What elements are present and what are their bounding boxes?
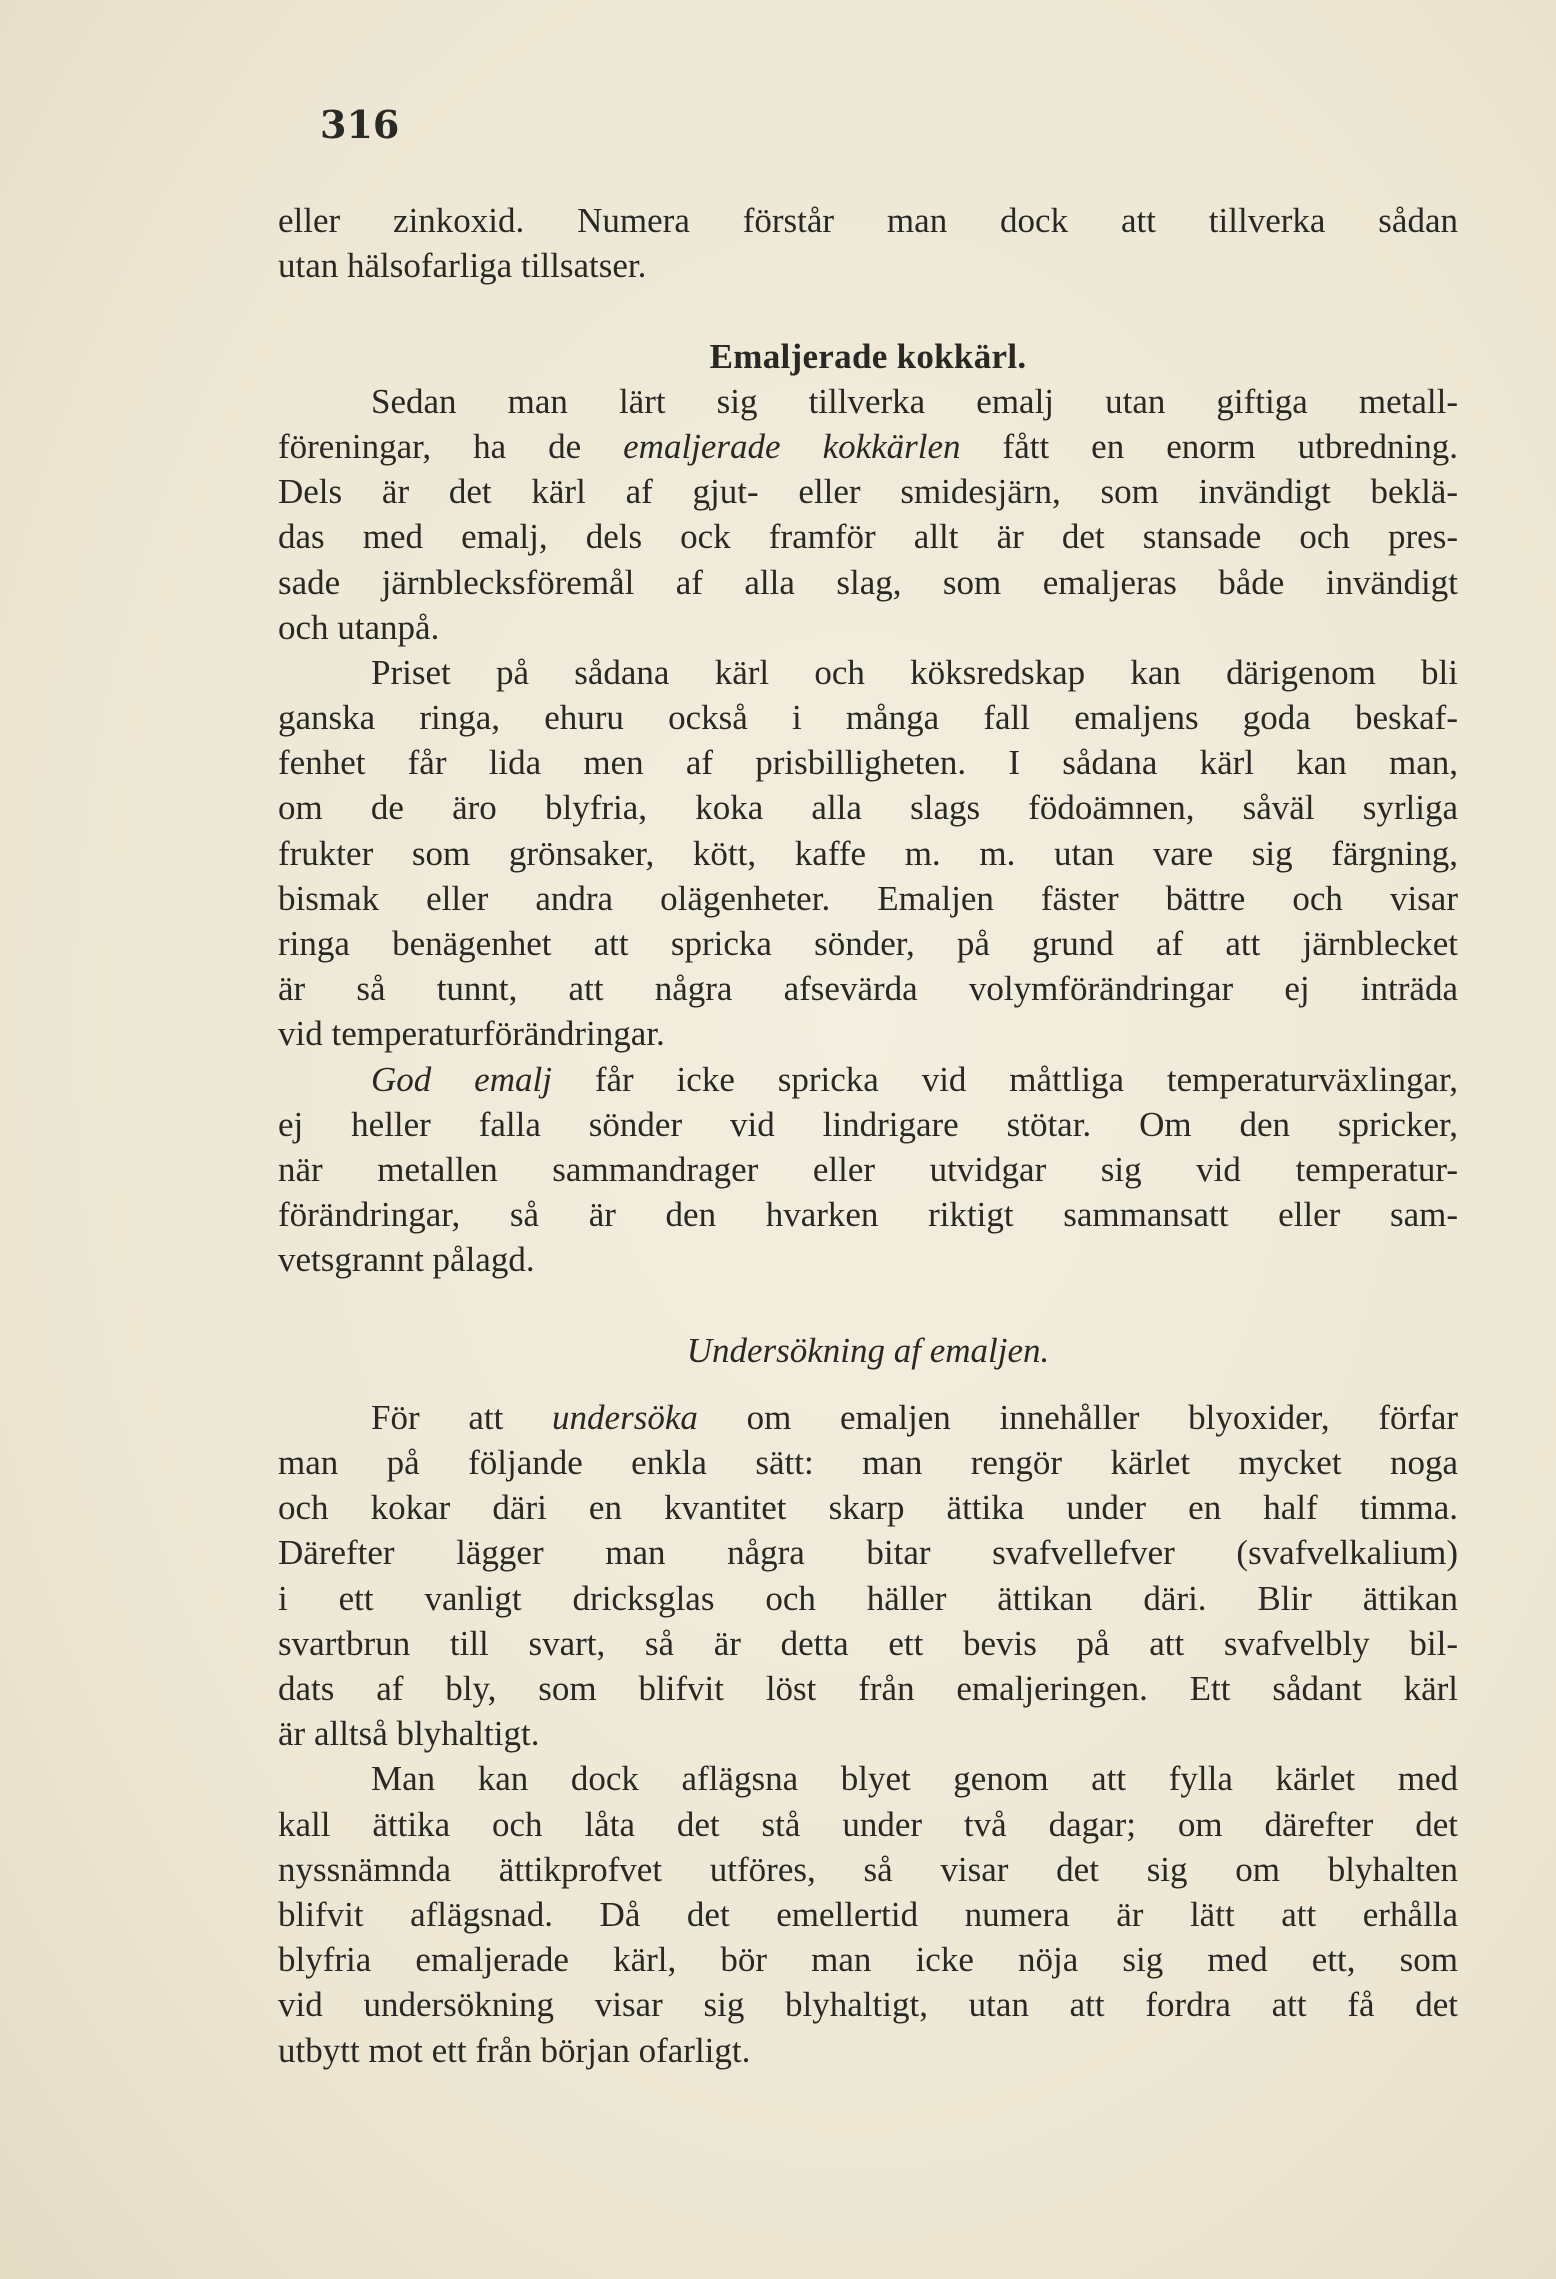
spacer	[278, 1283, 1458, 1328]
text-line: frukter som grönsaker, kött, kaffe m. m. utan vare sig färgning,	[278, 833, 1458, 873]
emphasis-text: God emalj	[371, 1059, 552, 1099]
text-line	[278, 1057, 1458, 1102]
emphasis-text: undersöka	[552, 1397, 698, 1437]
text-line: är så tunnt, att några afsevärda volymförändringar ej inträda	[278, 969, 1458, 1009]
text-line: och utanpå.	[278, 607, 440, 647]
text-line: das med emalj, dels ock framför allt är det stansade och pres-	[278, 517, 1458, 557]
text-segment: föreningar, ha de	[278, 426, 624, 466]
text-line: förändringar, så är den hvarken riktigt sammansatt eller sam-	[278, 1195, 1458, 1235]
text-line: ringa benägenhet att spricka sönder, på grund af att järnblecket	[278, 924, 1458, 963]
page-number: 316	[320, 102, 400, 147]
text-line: Dels är det kärl af gjut- eller smidesjärn, som invändigt beklä-	[278, 472, 1458, 512]
text-line: bismak eller andra olägenheter. Emaljen fäster bättre och visar	[278, 878, 1458, 918]
text-line	[278, 1395, 1458, 1440]
paragraph	[278, 1756, 1458, 2072]
spacer	[278, 288, 1458, 333]
text-line: utbytt mot ett från början ofarligt.	[278, 2030, 751, 2070]
paragraph-intro	[278, 198, 1458, 288]
section-heading-undersokning: Undersökning af emaljen.	[686, 1330, 1050, 1370]
text-line: sade järnblecksföremål af alla slag, som emaljeras både invändigt	[278, 562, 1458, 602]
paragraph	[278, 1395, 1458, 1757]
text-line: dats af bly, som blifvit löst från emaljeringen. Ett sådant kärl	[278, 1669, 1458, 1708]
paragraph	[278, 379, 1458, 650]
text-line: Sedan man lärt sig tillverka emalj utan giftiga metall-	[371, 381, 1458, 421]
text-line: svartbrun till svart, så är detta ett bevis på att svafvelbly bil-	[278, 1623, 1458, 1663]
spacer	[278, 1373, 1458, 1395]
paragraph	[278, 650, 1458, 1057]
text-segment: får icke spricka vid måttliga temperaturväxlingar,	[551, 1059, 1458, 1099]
text-segment: För att	[371, 1397, 553, 1437]
text-segment: om emaljen innehåller blyoxider, förfar	[697, 1397, 1458, 1437]
text-line	[278, 424, 1458, 469]
emphasis-text: emaljerade kokkärlen	[623, 426, 961, 466]
text-line: blyfria emaljerade kärl, bör man icke nöja sig med ett, som	[278, 1940, 1458, 1980]
text-line: i ett vanligt dricksglas och häller ättikan däri. Blir ättikan	[278, 1578, 1458, 1618]
text-line: vetsgrannt pålagd.	[278, 1240, 535, 1280]
text-line: vid temperaturförändringar.	[278, 1014, 665, 1054]
body-text	[278, 198, 1458, 2073]
text-line: kall ättika och låta det stå under två dagar; om därefter det	[278, 1804, 1458, 1844]
text-line: blifvit aflägsnad. Då det emellertid numera är lätt att erhålla	[278, 1894, 1458, 1934]
text-line: ganska ringa, ehuru också i många fall emaljens goda beskaf-	[278, 698, 1458, 738]
text-line: man på följande enkla sätt: man rengör kärlet mycket noga	[278, 1443, 1458, 1483]
text-line: om de äro blyfria, koka alla slags födoämnen, såväl syrliga	[278, 788, 1458, 828]
section-heading-emaljerade-kokkarl: Emaljerade kokkärl.	[709, 336, 1027, 376]
text-line: ej heller falla sönder vid lindrigare stötar. Om den spricker,	[278, 1104, 1458, 1144]
paragraph	[278, 1057, 1458, 1283]
text-line: är alltså blyhaltigt.	[278, 1714, 540, 1754]
text-line: utan hälsofarliga tillsatser.	[278, 246, 647, 286]
text-line: när metallen sammandrager eller utvidgar sig vid temperatur-	[278, 1149, 1458, 1189]
text-segment: fått en enorm utbredning.	[960, 426, 1458, 466]
text-line: nyssnämnda ättikprofvet utföres, så visar det sig om blyhalten	[278, 1849, 1458, 1889]
text-line: Man kan dock aflägsna blyet genom att fylla kärlet med	[371, 1759, 1458, 1799]
text-line: eller zinkoxid. Numera förstår man dock att tillverka sådan	[278, 201, 1458, 240]
text-line: fenhet får lida men af prisbilligheten. I sådana kärl kan man,	[278, 743, 1458, 783]
text-line: Priset på sådana kärl och köksredskap kan därigenom bli	[371, 652, 1458, 692]
text-line: vid undersökning visar sig blyhaltigt, utan att fordra att få det	[278, 1985, 1458, 2025]
text-line: och kokar däri en kvantitet skarp ättika under en half timma.	[278, 1488, 1458, 1528]
text-line: Därefter lägger man några bitar svafvellefver (svafvelkalium)	[278, 1533, 1458, 1573]
